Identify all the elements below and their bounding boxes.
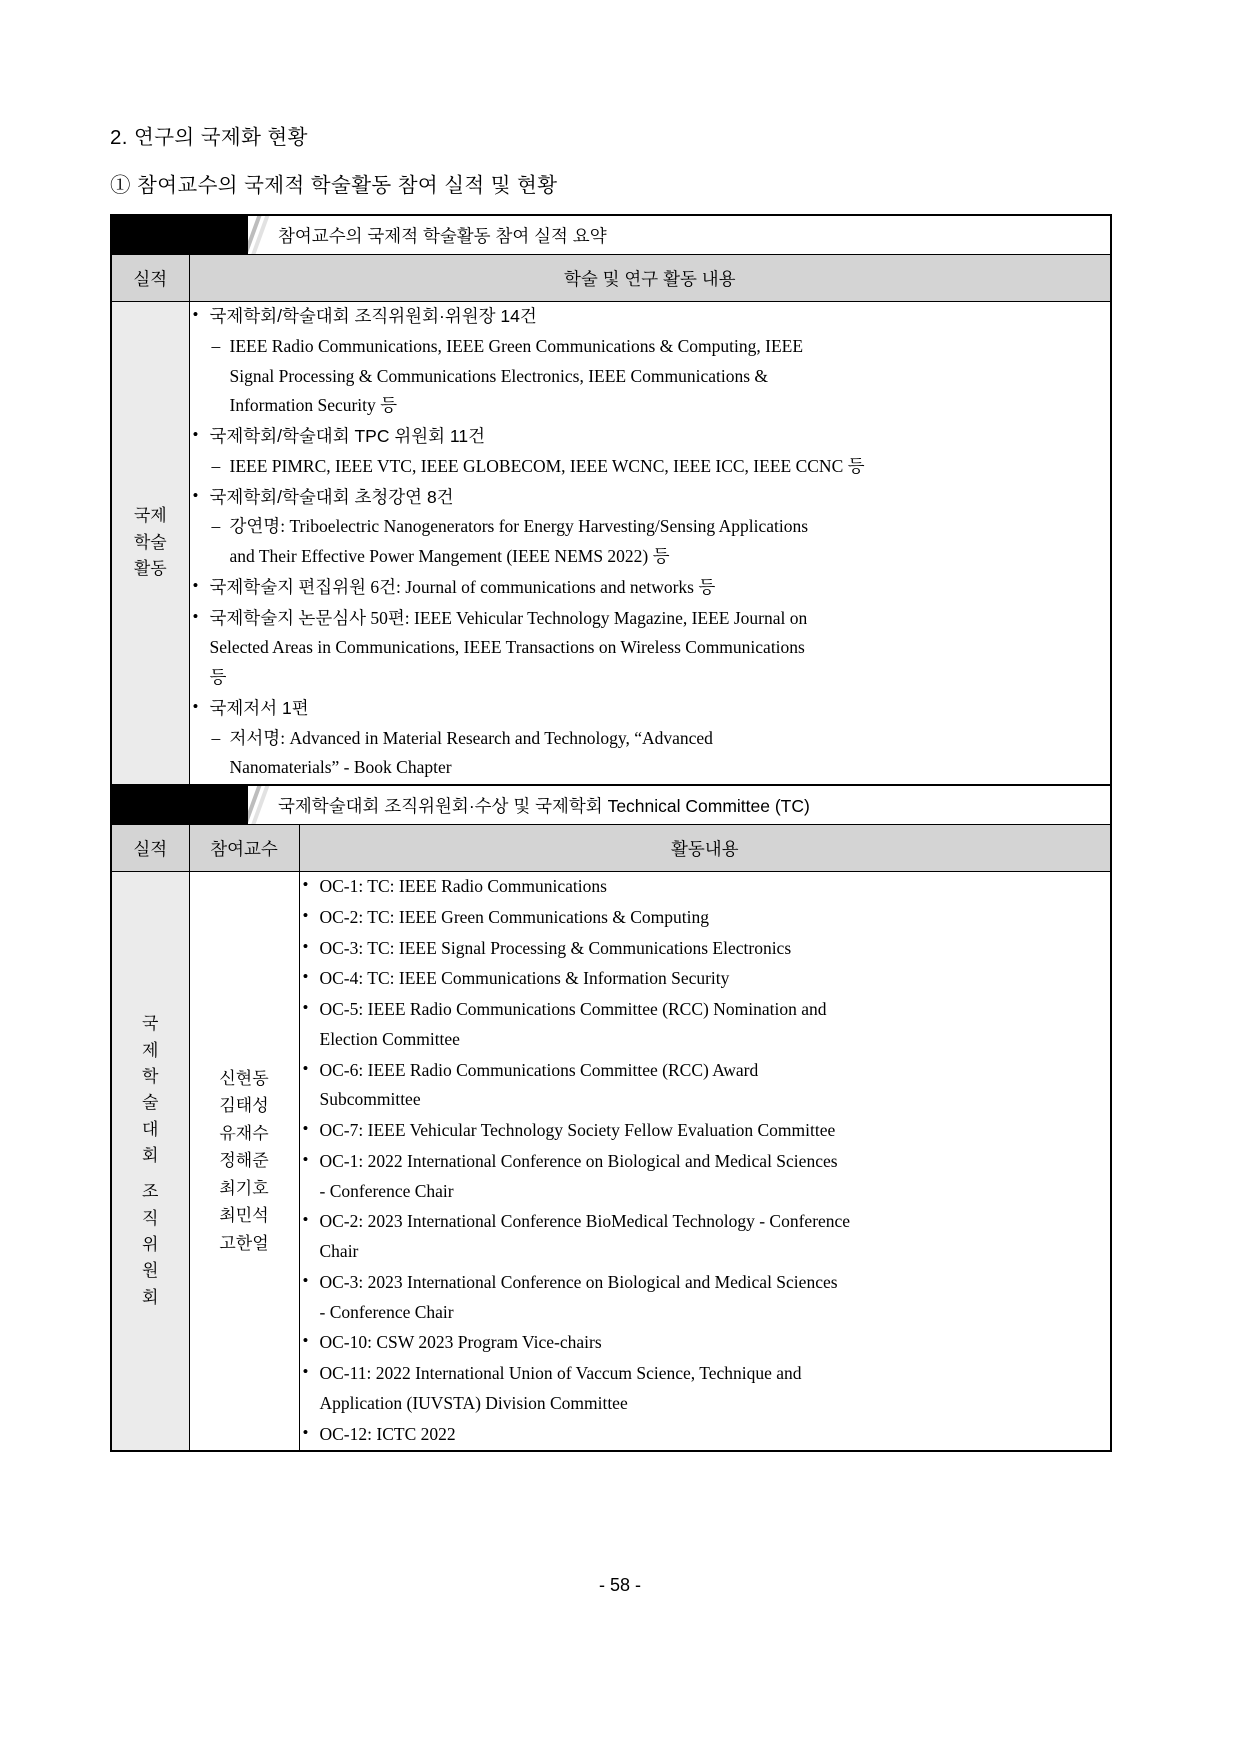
- activity-cont: Subcommittee: [319, 1089, 421, 1110]
- professor-name: 최민석: [219, 1206, 269, 1226]
- table1-content-cell: [189, 302, 1111, 786]
- activity-list: [300, 872, 1111, 1449]
- item-bullet-text: • 국제학회/학술대회 TPC 위원회 11건: [209, 426, 485, 446]
- activity-text: • OC-5: IEEE Radio Communications Committee (RCC) Nomination and: [319, 999, 827, 1019]
- activity-text: • OC-2: 2023 International Conference BioMedical Technology - Conference: [319, 1211, 851, 1232]
- sub-heading: ① 참여교수의 국제적 학술활동 참여 실적 및 현황: [110, 174, 558, 197]
- item-sub-cont: Signal Processing & Communications Electronics, IEEE Communications &: [229, 365, 769, 386]
- table1-band-row: [111, 215, 1111, 255]
- slash-decoration-icon: [248, 216, 270, 254]
- table2-row-label-line: 조: [142, 1182, 159, 1202]
- professor-name: 유재수: [219, 1123, 269, 1143]
- table2-body-row: [111, 872, 1111, 1452]
- table2-header-row: [111, 825, 1111, 872]
- activity-text: • OC-6: IEEE Radio Communications Committee (RCC) Award: [319, 1059, 759, 1080]
- activity-cont: - Conference Chair: [319, 1301, 454, 1322]
- table2-row-label-line: 위: [142, 1234, 159, 1254]
- list-item: [300, 1116, 1111, 1146]
- section-heading: 2. 연구의 국제화 현황: [110, 126, 308, 149]
- item-sub-cont: Information Security 등: [229, 395, 398, 416]
- list-item: [190, 302, 1111, 421]
- activity-text: • OC-12: ICTC 2022: [319, 1423, 456, 1444]
- summary-table: [110, 214, 1112, 786]
- item-bullet-cont: Selected Areas in Communications, IEEE Transactions on Wireless Communications: [209, 637, 805, 658]
- list-item: [300, 934, 1111, 964]
- table2-row-label-line: 대: [142, 1119, 159, 1139]
- item-bullet-text: • 국제학술지 논문심사 50편: IEEE Vehicular Technology Magazine, IEEE Journal on: [209, 607, 808, 628]
- activity-cont: - Conference Chair: [319, 1180, 454, 1201]
- redaction-block: [112, 786, 248, 824]
- activity-cont: Election Committee: [319, 1028, 460, 1049]
- item-sub-text: – 저서명: Advanced in Material Research and Technology, “Advanced: [210, 724, 1111, 754]
- list-item: [190, 694, 1111, 783]
- activity-text: • OC-11: 2022 International Union of Vaccum Science, Technique and: [319, 1363, 802, 1383]
- professor-name: 고한얼: [219, 1233, 269, 1253]
- list-item: [190, 573, 1111, 603]
- item-sub-text: – 강연명: Triboelectric Nanogenerators for Energy Harvesting/Sensing Applications: [210, 512, 1111, 542]
- activity-text: • OC-10: CSW 2023 Program Vice-chairs: [319, 1332, 602, 1353]
- table2-row-label-line: 직: [142, 1208, 159, 1228]
- committee-table: [110, 784, 1112, 1452]
- label-spacer: [112, 1169, 189, 1179]
- table2-row-label-line: 회: [142, 1287, 159, 1307]
- table2-row-label-line: 제: [142, 1040, 159, 1060]
- table2-row-label-line: 술: [142, 1093, 159, 1113]
- professor-name: 신현동: [219, 1068, 269, 1088]
- item-bullet-text: • 국제학술지 편집위원 6건: Journal of communications and networks 등: [209, 576, 716, 597]
- table2-row-label: [111, 872, 189, 1452]
- table2-band-cell: [111, 785, 1111, 825]
- table2-header-col3: 활동내용: [299, 825, 1111, 872]
- table1-item-list: [190, 302, 1111, 783]
- table1-header-col1: 실적: [111, 255, 189, 302]
- table2-band-title: 국제학술대회 조직위원회·수상 및 국제학회 Technical Committee (TC): [278, 795, 810, 816]
- item-bullet-cont: 등: [209, 667, 227, 687]
- activity-cont: Application (IUVSTA) Division Committee: [319, 1392, 628, 1413]
- activity-text: • OC-3: 2023 International Conference on Biological and Medical Sciences: [319, 1271, 838, 1292]
- slash-decoration-icon: [248, 786, 270, 824]
- item-sub-cont: Nanomaterials” - Book Chapter: [229, 757, 452, 778]
- list-item: [300, 1056, 1111, 1116]
- table1-row-label-line-3: 활동: [133, 559, 167, 579]
- table2-header-col2: 참여교수: [189, 825, 299, 872]
- list-item: [300, 1420, 1111, 1450]
- redaction-block: [112, 216, 248, 254]
- professor-name: 김태성: [219, 1096, 269, 1116]
- page-number: - 58 -: [598, 1575, 641, 1595]
- item-bullet-text: • 국제학회/학술대회 조직위원회·위원장 14건: [209, 306, 537, 326]
- list-item: [300, 1147, 1111, 1207]
- table1-row-label-line-2: 학술: [133, 532, 167, 552]
- table1-row-label: [111, 302, 189, 786]
- table2-content-cell: [299, 872, 1111, 1452]
- item-sub-cont: and Their Effective Power Mangement (IEEE NEMS 2022) 등: [229, 546, 670, 566]
- table2-row-label-line: 원: [142, 1261, 159, 1281]
- professor-list-cell: [189, 872, 299, 1452]
- list-item: [300, 872, 1111, 902]
- list-item: [300, 1268, 1111, 1328]
- table2-row-label-line: 회: [142, 1145, 159, 1165]
- table1-body-row: [111, 302, 1111, 786]
- professor-name: 최기호: [219, 1178, 269, 1198]
- list-item: [190, 604, 1111, 693]
- list-item: [300, 1207, 1111, 1267]
- item-sub-text: – IEEE PIMRC, IEEE VTC, IEEE GLOBECOM, IEEE WCNC, IEEE ICC, IEEE CCNC 등: [210, 452, 1111, 482]
- activity-text: • OC-4: TC: IEEE Communications & Information Security: [319, 968, 730, 989]
- table2-row-label-line: 국: [142, 1014, 159, 1034]
- activity-text: • OC-1: TC: IEEE Radio Communications: [319, 876, 607, 896]
- activity-text: • OC-1: 2022 International Conference on Biological and Medical Sciences: [319, 1150, 838, 1171]
- list-item: [300, 1328, 1111, 1358]
- activity-text: • OC-3: TC: IEEE Signal Processing & Communications Electronics: [319, 937, 792, 958]
- list-item: [190, 422, 1111, 482]
- table2-row-label-line: 학: [142, 1066, 159, 1086]
- list-item: [300, 995, 1111, 1055]
- list-item: [300, 1359, 1111, 1419]
- table2-header-col1: 실적: [111, 825, 189, 872]
- table1-row-label-line-1: 국제: [133, 506, 167, 526]
- item-bullet-text: • 국제저서 1편: [209, 697, 309, 718]
- table1-header-row: [111, 255, 1111, 302]
- activity-text: • OC-2: TC: IEEE Green Communications & Computing: [319, 906, 710, 927]
- activity-cont: Chair: [319, 1241, 359, 1261]
- list-item: [300, 903, 1111, 933]
- activity-text: • OC-7: IEEE Vehicular Technology Society Fellow Evaluation Committee: [319, 1120, 836, 1140]
- table1-header-col2: 학술 및 연구 활동 내용: [189, 255, 1111, 302]
- table1-band-cell: [111, 215, 1111, 255]
- list-item: [190, 483, 1111, 572]
- table1-band-title: 참여교수의 국제적 학술활동 참여 실적 요약: [278, 225, 607, 246]
- table2-band-row: [111, 785, 1111, 825]
- list-item: [300, 964, 1111, 994]
- item-bullet-text: • 국제학회/학술대회 초청강연 8건: [209, 486, 454, 507]
- professor-name: 정해준: [219, 1151, 269, 1171]
- item-sub-text: – IEEE Radio Communications, IEEE Green Communications & Computing, IEEE: [210, 332, 1111, 362]
